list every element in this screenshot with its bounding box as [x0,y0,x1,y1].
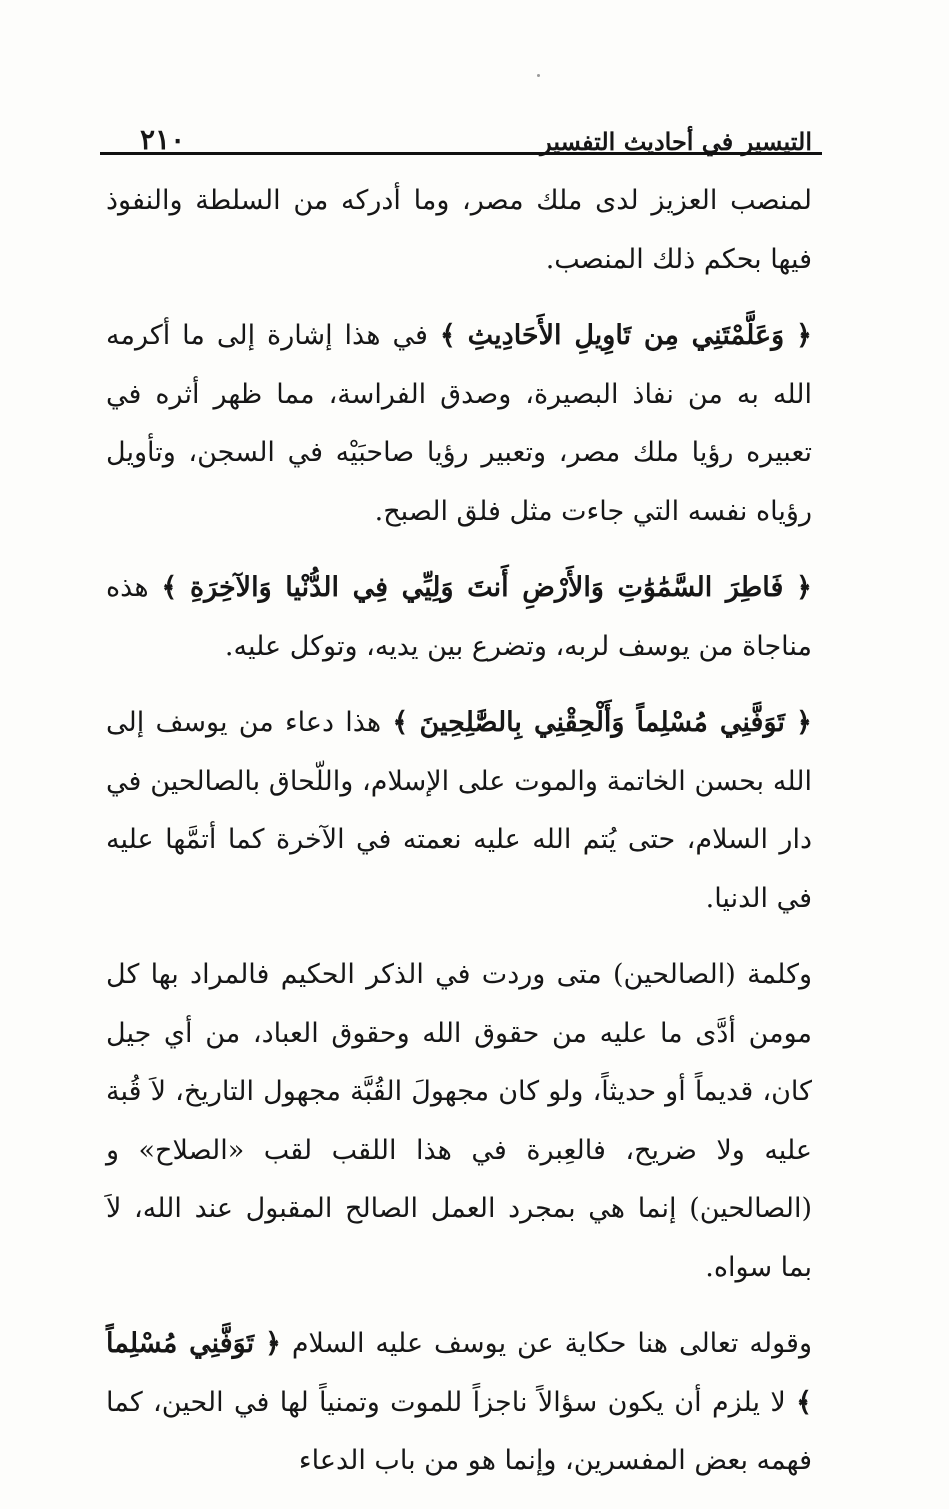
paragraph-lead: وقوله تعالى هنا حكاية عن يوسف عليه السلام [291,1328,812,1359]
paragraph-text: في هذا إشارة إلى ما أكرمه الله به من نفاذ البصيرة، وصدق الفراسة، مما ظهر أثره في تعبيره رؤيا ملك مصر، وتعبير رؤيا صاحبَيْه في السجن، وتأويل رؤياه نفسه التي جاءت مثل فلق الصبح. [106,320,812,527]
quran-bracket-open: ﴿ [796,572,812,603]
paragraph-6 [106,1315,812,1491]
quran-bracket-open: ﴿ [796,320,812,351]
paragraph-text: وكلمة (الصالحين) متى وردت في الذكر الحكيم فالمراد بها كل مومن أدَّى ما عليه من حقوق الله وحقوق العباد، من أي جيل كان، قديماً أو حديثاً، ولو كان مجهولَ القُبَّة مجهول التاريخ، لاَ قُبة عليه ولا ضريح، فالعِبرة في هذا اللقب لقب «الصلاح» و (الصالحين) إنما هي بمجرد العمل الصالح المقبول عند الله، لاَ بما سواه. [106,959,812,1283]
quran-bracket-open: ﴿ [265,1328,281,1359]
page-header [100,106,822,154]
quran-bracket-close: ﴾ [796,1386,812,1418]
quran-verse: وَعَلَّمْتَنِي مِن تَاوِيلِ الأَحَادِيثِ [467,320,785,351]
paragraph-text: هذه مناجاة من يوسف لربه، وتضرع بين يديه، وتوكل عليه. [106,572,812,662]
header-rule [100,152,822,155]
quran-bracket-close: ﴾ [439,320,456,351]
paragraph-1 [106,172,812,289]
paragraph-5 [106,946,812,1297]
paragraph-text: لا يلزم أن يكون سؤالاً ناجزاً للموت وتمنياً لها في الحين، كما فهمه بعض المفسرين، وإنما هو من باب الدعاء [106,1386,812,1476]
quran-bracket-close: ﴾ [392,707,409,738]
page-number: ٢١٠ [140,123,186,156]
quran-verse: تَوَفَّنِي مُسْلِماً وَأَلْحِقْنِي بِالصَّٰلِحِينَ [419,707,785,738]
quran-verse: فَاطِرَ السَّمَٰوَٰتِ وَالأَرْضِ أَنتَ وَلِيِّي فِي الدُّنْيا وَالآخِرَةِ [189,572,784,603]
quran-bracket-open: ﴿ [796,707,812,738]
running-title: التيسير في أحاديث التفسير [540,127,812,156]
paragraph-text: هذا دعاء من يوسف إلى الله بحسن الخاتمة والموت على الإسلام، واللّحاق بالصالحين في دار السلام، حتى يُتم الله عليه نعمته في الآخرة كما أتمَّها عليه في الدنيا. [106,707,812,914]
quran-verse: تَوَفَّنِي مُسْلِماً [106,1328,255,1359]
paragraph-2 [106,307,812,541]
quran-bracket-close: ﴾ [161,572,178,603]
body-text [106,172,812,1509]
scan-speck [537,74,540,77]
paragraph-4 [106,694,812,928]
paragraph-text: لمنصب العزيز لدى ملك مصر، وما أدركه من السلطة والنفوذ فيها بحكم ذلك المنصب. [106,185,812,275]
paragraph-3 [106,559,812,676]
